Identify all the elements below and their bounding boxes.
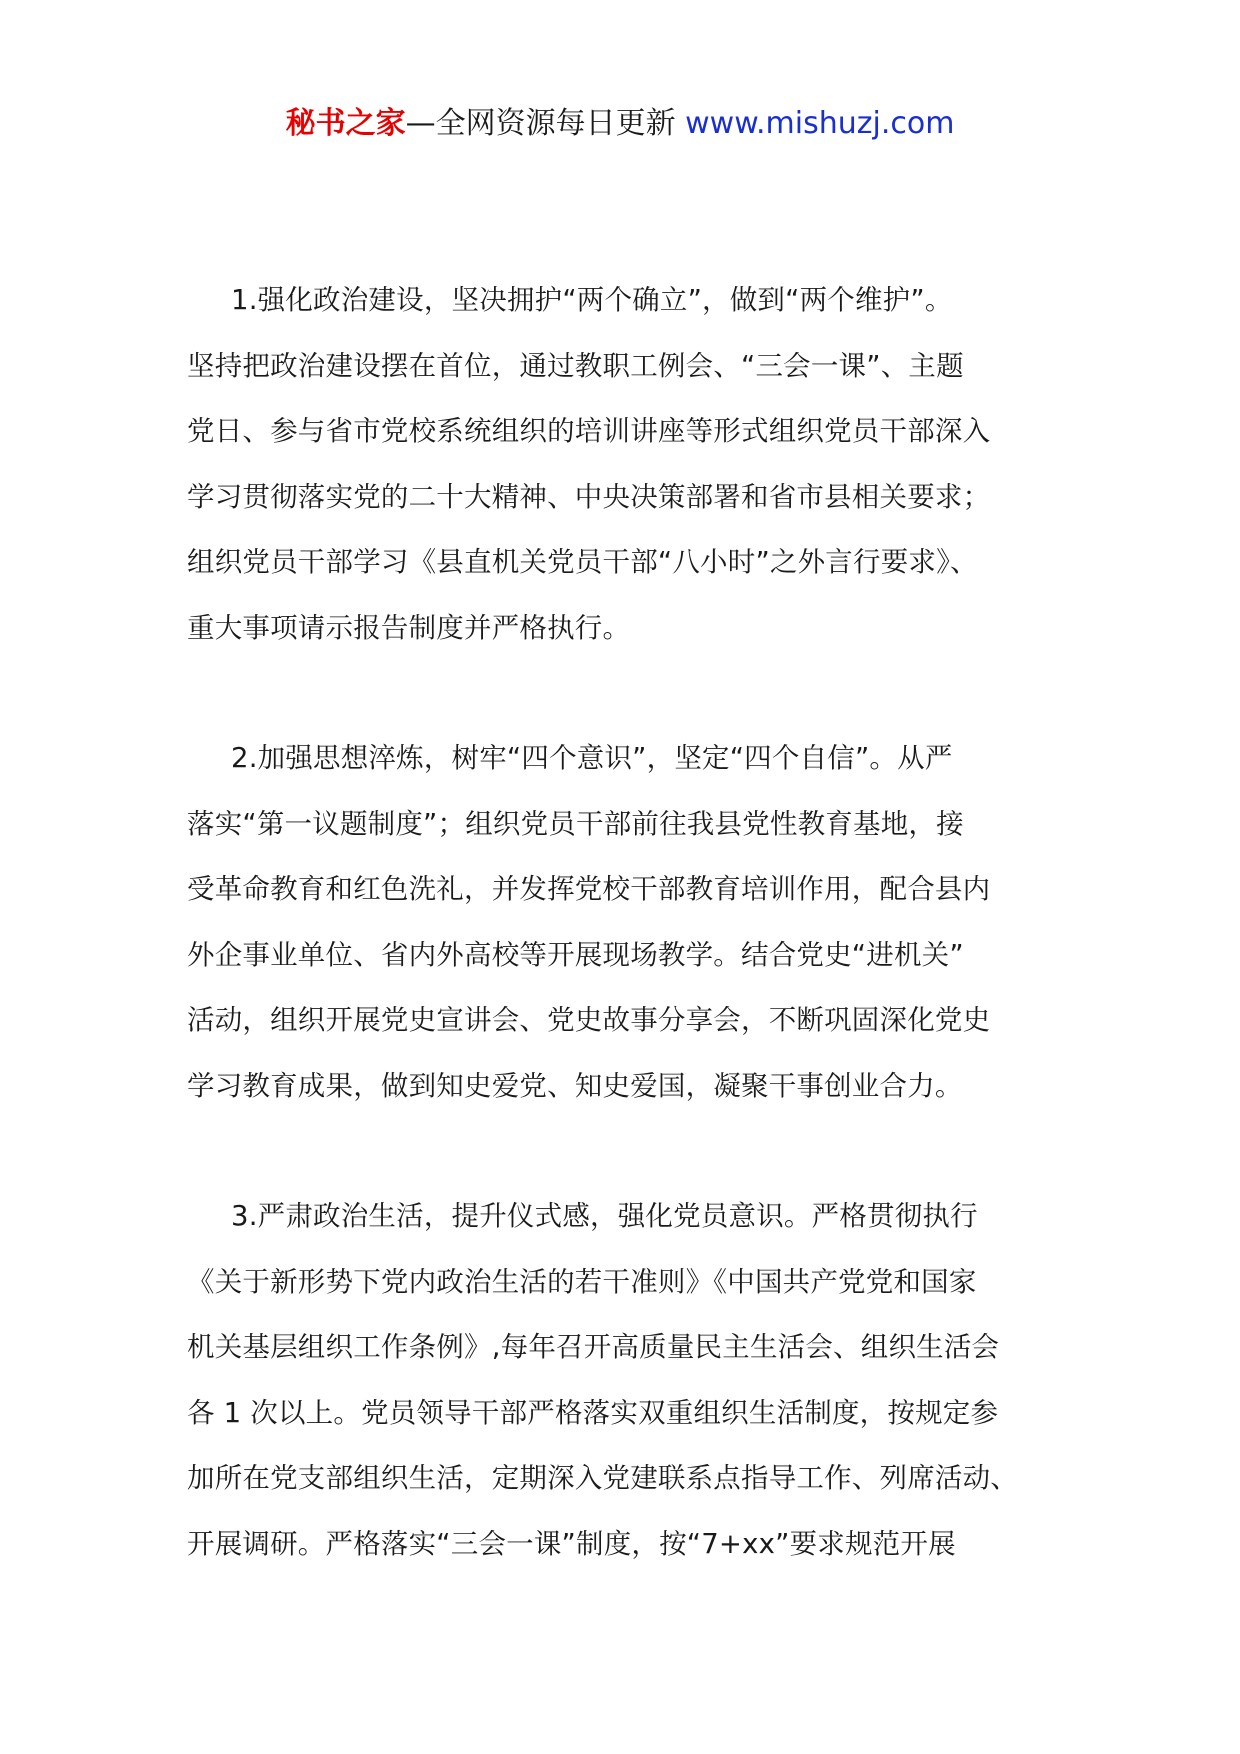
text-line: 活动，组织开展党史宣讲会、党史故事分享会，不断巩固深化党史 [187,1004,991,1036]
text-line: 坚持把政治建设摆在首位，通过教职工例会、“三会一课”、主题 [187,349,964,382]
text-line: 组织党员干部学习《县直机关党员干部“八小时”之外言行要求》、 [187,546,978,578]
text-line: 2.加强思想淬炼，树牢“四个意识”，坚定“四个自信”。从严 [231,742,953,774]
text-line: 学习贯彻落实党的二十大精神、中央决策部署和省市县相关要求； [187,480,991,513]
site-header [0,104,1240,144]
text-line: 机关基层组织工作条例》,每年召开高质量民主生活会、组织生活会 [187,1331,1000,1363]
text-line: 重大事项请示报告制度并严格执行。 [187,611,631,644]
text-line: 《关于新形势下党内政治生活的若干准则》《中国共产党党和国家 [187,1265,977,1298]
text-line: 受革命教育和红色洗礼，并发挥党校干部教育培训作用，配合县内 [187,873,991,905]
text-line: 1.强化政治建设，坚决拥护“两个确立”，做到“两个维护”。 [231,284,953,316]
paragraph-2 [187,726,1067,1119]
text-line: 3.严肃政治生活，提升仪式感，强化党员意识。严格贯彻执行 [231,1200,978,1232]
site-slogan: —全网资源每日更新 [405,106,686,141]
text-line: 学习教育成果，做到知史爱党、知史爱国，凝聚干事创业合力。 [187,1069,963,1102]
text-line: 开展调研。严格落实“三会一课”制度，按“7+xx”要求规范开展 [187,1527,956,1560]
text-line: 党日、参与省市党校系统组织的培训讲座等形式组织党员干部深入 [187,415,991,447]
text-line: 外企事业单位、省内外高校等开展现场教学。结合党史“进机关” [187,938,964,971]
text-line: 落实“第一议题制度”；组织党员干部前往我县党性教育基地，接 [187,807,964,840]
site-url-link[interactable]: www.mishuzj.com [685,106,955,141]
paragraph-3 [187,1184,1067,1577]
text-line: 加所在党支部组织生活，定期深入党建联系点指导工作、列席活动、 [187,1462,1018,1494]
site-brand: 秘书之家 [285,106,406,141]
document-body [187,268,1067,1642]
paragraph-1 [187,268,1067,661]
text-line: 各 1 次以上。党员领导干部严格落实双重组织生活制度，按规定参 [187,1396,999,1429]
